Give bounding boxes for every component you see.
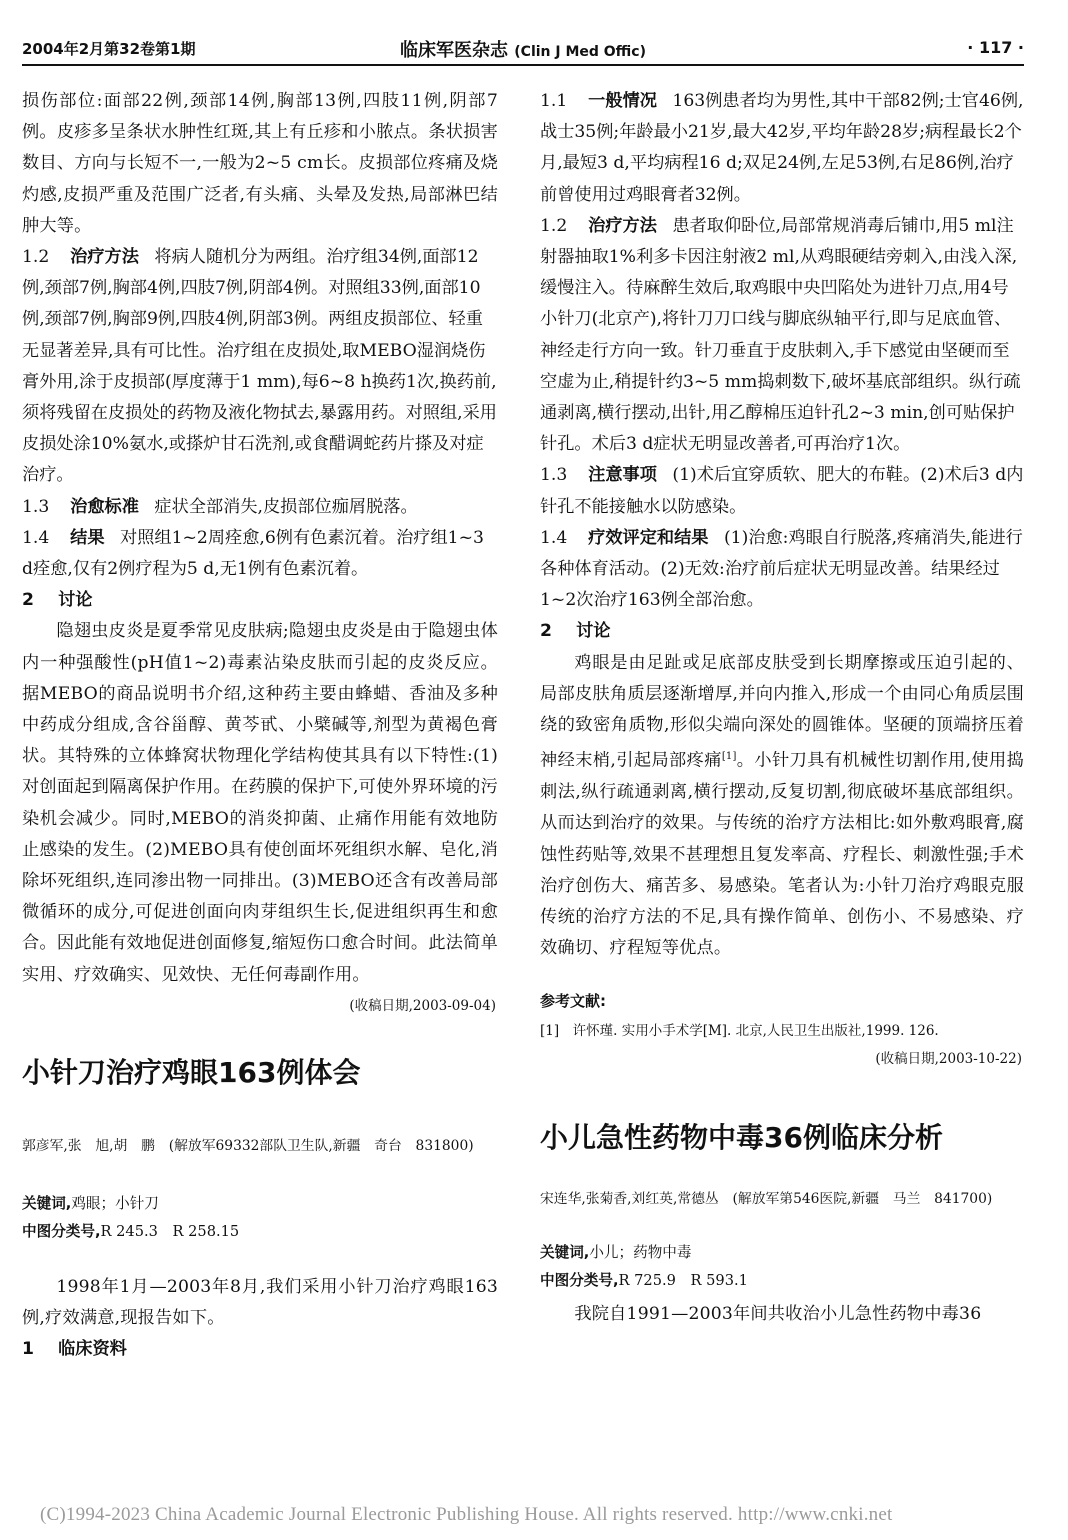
issue-info: 2004年2月第32卷第1期 [22,40,196,58]
section-text: 将病人随机分为两组。治疗组34例,面部12例,颈部7例,胸部4例,四肢7例,阴部4例。对照组33例,面部10例,颈部7例,胸部9例,四肢4例,阴部3例。两组皮损部位、轻重无显著差异,具有可比性。治疗组在皮损处,取MEBO湿润烧伤膏外用,涂于皮损部(厚度薄于1 mm),每6~8 h换药1次,换药前,须将残留在皮损处的药物及液化物拭去,暴露用药。对照组,采用皮损处涂10%氨水,或搽炉甘石洗剂,或食醋调蛇药片搽及对症治疗。 [22,247,497,486]
section-heading: 讨论 [58,590,93,611]
section-heading: 治疗方法 [588,215,657,236]
section-number: 1.4 [22,527,50,548]
classification-label: 中图分类号, [540,1272,619,1290]
section-2-heading [22,585,498,616]
section-heading: 结果 [70,527,105,548]
classification-text: R 725.9 R 593.1 [618,1272,748,1290]
paragraph-lesions: 损伤部位:面部22例,颈部14例,胸部13例,四肢11例,阴部7例。皮疹多呈条状水肿性红斑,其上有丘疹和小脓点。条状损害数目、方向与长短不一,一般为2~5 cm长。皮损部位疼痛及烧灼感,皮损严重及范围广泛者,有头痛、头晕及发热,局部淋巴结肿大等。 [22,91,498,236]
copyright-watermark: (C)1994-2023 China Academic Journal Electronic Publishing House. All rights reserved. http://www.cnki.net [40,1504,893,1525]
section-1-3-precautions [540,460,1024,522]
section-2-heading [540,616,1024,647]
section-text: 163例患者均为男性,其中干部82例;士官46例,战士35例;年龄最小21岁,最大42岁,平均年龄28岁;病程最长2个月,最短3 d,平均病程16 d;双足24例,左足53例,右足86例,治疗前曾使用过鸡眼膏者32例。 [540,91,1024,205]
section-1-1-general [540,86,1024,211]
section-text: 患者取仰卧位,局部常规消毒后铺巾,用5 ml注射器抽取1%利多卡因注射液2 ml,从鸡眼硬结旁刺入,由浅入深,缓慢注入。待麻醉生效后,取鸡眼中央凹陷处为进针刀点,用4号小针刀(北京产),将针刀刀口线与脚底纵轴平行,即与足底血管、神经走行方向一致。针刀垂直于皮肤刺入,手下感觉由坚硬而至空虚为止,稍提针约3~5 mm捣刺数下,破坏基底部组织。纵行疏通剥离,横行摆动,出针,用乙醇棉压迫针孔2~3 min,创可贴保护针孔。术后3 d症状无明显改善者,可再治疗1次。 [540,215,1021,455]
keywords-label: 关键词, [540,1244,590,1262]
authors-affiliation: 宋连华,张菊香,刘红英,常德丛 (解放军第546医院,新疆 马兰 841700) [540,1191,993,1208]
section-text: (1)治愈:鸡眼自行脱落,疼痛消失,能进行各种体育活动。(2)无效:治疗前后症状无明显改善。结果经过1~2次治疗163例全部治愈。 [540,527,1023,611]
section-1-4-results [22,523,498,585]
received-date: (收稿日期,2003-09-04) [349,997,496,1014]
section-heading: 临床资料 [58,1339,127,1360]
section-heading: 治愈标准 [70,496,139,517]
section-1-3-criteria [22,492,498,523]
discussion-text-a: 鸡眼是由足趾或足底部皮肤受到长期摩擦或压迫引起的、局部皮肤角质层逐渐增厚,并向内推入,形成一个由同心角质层围绕的致密角质物,形似尖端向深处的圆锥体。坚硬的顶端挤压着神经末梢,引起局部疼痛 [540,652,1024,771]
keywords-text: 小儿；药物中毒 [589,1244,692,1262]
section-text: (1)术后宜穿质软、肥大的布鞋。(2)术后3 d内针孔不能接触水以防感染。 [540,465,1024,517]
keywords-label: 关键词, [22,1194,72,1212]
section-heading: 讨论 [576,621,611,642]
running-header [22,30,1024,66]
section-number: 1.3 [540,465,568,486]
keywords-text: 鸡眼；小针刀 [71,1194,159,1212]
section-heading: 治疗方法 [70,247,139,268]
discussion-paragraph [540,648,1024,965]
section-1-2-treatment [22,242,498,492]
classification [540,1267,1024,1295]
reference-item: [1] 许怀瑾. 实用小手术学[M]. 北京,人民卫生出版社,1999. 126. [540,1023,939,1040]
section-1-heading [22,1334,498,1365]
section-number: 2 [540,621,552,642]
section-number: 1.1 [540,91,568,111]
classification-text: R 245.3 R 258.15 [100,1222,240,1240]
section-text: 对照组1~2周痊愈,6例有色素沉着。治疗组1~3 d痊愈,仅有2例疗程为5 d,无1例有色素沉着。 [22,527,484,580]
left-column [22,86,498,1366]
journal-name-en: (Clin J Med Offic) [514,44,646,60]
section-number: 1.2 [22,247,50,268]
section-number: 1.4 [540,527,568,548]
journal-name-cn: 临床军医杂志 [399,40,508,61]
citation-ref: [1] [721,751,737,763]
discussion-text-b: 。小针刀具有机械性切割作用,使用捣刺法,纵行疏通剥离,横行摆动,反复切割,彻底破坏基底部组织。从而达到治疗的效果。与传统的治疗方法相比:如外敷鸡眼膏,腐蚀性药贴等,效果不甚理想且复发率高、疗程长、刺激性强;手术治疗创伤大、痛苦多、易感染。笔者认为:小针刀治疗鸡眼克服传统的治疗方法的不足,具有操作简单、创伤小、不易感染、疗效确切、疗程短等优点。 [540,751,1024,959]
section-heading: 注意事项 [588,465,657,486]
article-title: 小针刀治疗鸡眼163例体会 [22,1055,361,1089]
classification [22,1218,498,1246]
section-heading: 疗效评定和结果 [588,527,709,548]
section-number: 1 [22,1339,34,1360]
section-number: 1.2 [540,215,568,236]
section-number: 1.3 [22,496,50,517]
section-1-2-method [540,211,1024,461]
section-text: 症状全部消失,皮损部位痂屑脱落。 [154,496,418,517]
intro-paragraph: 1998年1月—2003年8月,我们采用小针刀治疗鸡眼163例,疗效满意,现报告如下。 [22,1276,498,1329]
authors-affiliation: 郭彦军,张 旭,胡 鹏 (解放军69332部队卫生队,新疆 奇台 831800) [22,1137,474,1154]
right-column [540,86,1024,1331]
references-title: 参考文献: [540,992,606,1011]
intro-paragraph: 我院自1991—2003年间共收治小儿急性药物中毒36 [574,1304,982,1325]
section-number: 2 [22,590,34,611]
article-title: 小儿急性药物中毒36例临床分析 [540,1121,943,1155]
page-number: · 117 · [967,38,1024,57]
section-1-4-evaluation [540,523,1024,617]
journal-title [22,36,1024,62]
received-date: (收稿日期,2003-10-22) [875,1051,1022,1068]
section-heading: 一般情况 [588,91,657,111]
discussion-paragraph: 隐翅虫皮炎是夏季常见皮肤病;隐翅虫皮炎是由于隐翅虫体内一种强酸性(pH值1~2)毒素沾染皮肤而引起的皮炎反应。据MEBO的商品说明书介绍,这种药主要由蜂蜡、香油及多种中药成分组成,含谷甾醇、黄芩甙、小檗碱等,剂型为黄褐色膏状。其特殊的立体蜂窝状物理化学结构使其具有以下特性:(1)对创面起到隔离保护作用。在药膜的保护下,可使外界环境的污染机会减少。同时,MEBO的消炎抑菌、止痛作用能有效地防止感染的发生。(2)MEBO具有使创面坏死组织水解、皂化,消除坏死组织,连同渗出物一同排出。(3)MEBO还含有改善局部微循环的成分,可促进创面向肉芽组织生长,促进组织再生和愈合。因此能有效地促进创面修复,缩短伤口愈合时间。此法简单实用、疗效确实、见效快、无任何毒副作用。 [22,621,498,985]
keywords [540,1239,1024,1267]
keywords [22,1190,498,1218]
classification-label: 中图分类号, [22,1222,101,1240]
